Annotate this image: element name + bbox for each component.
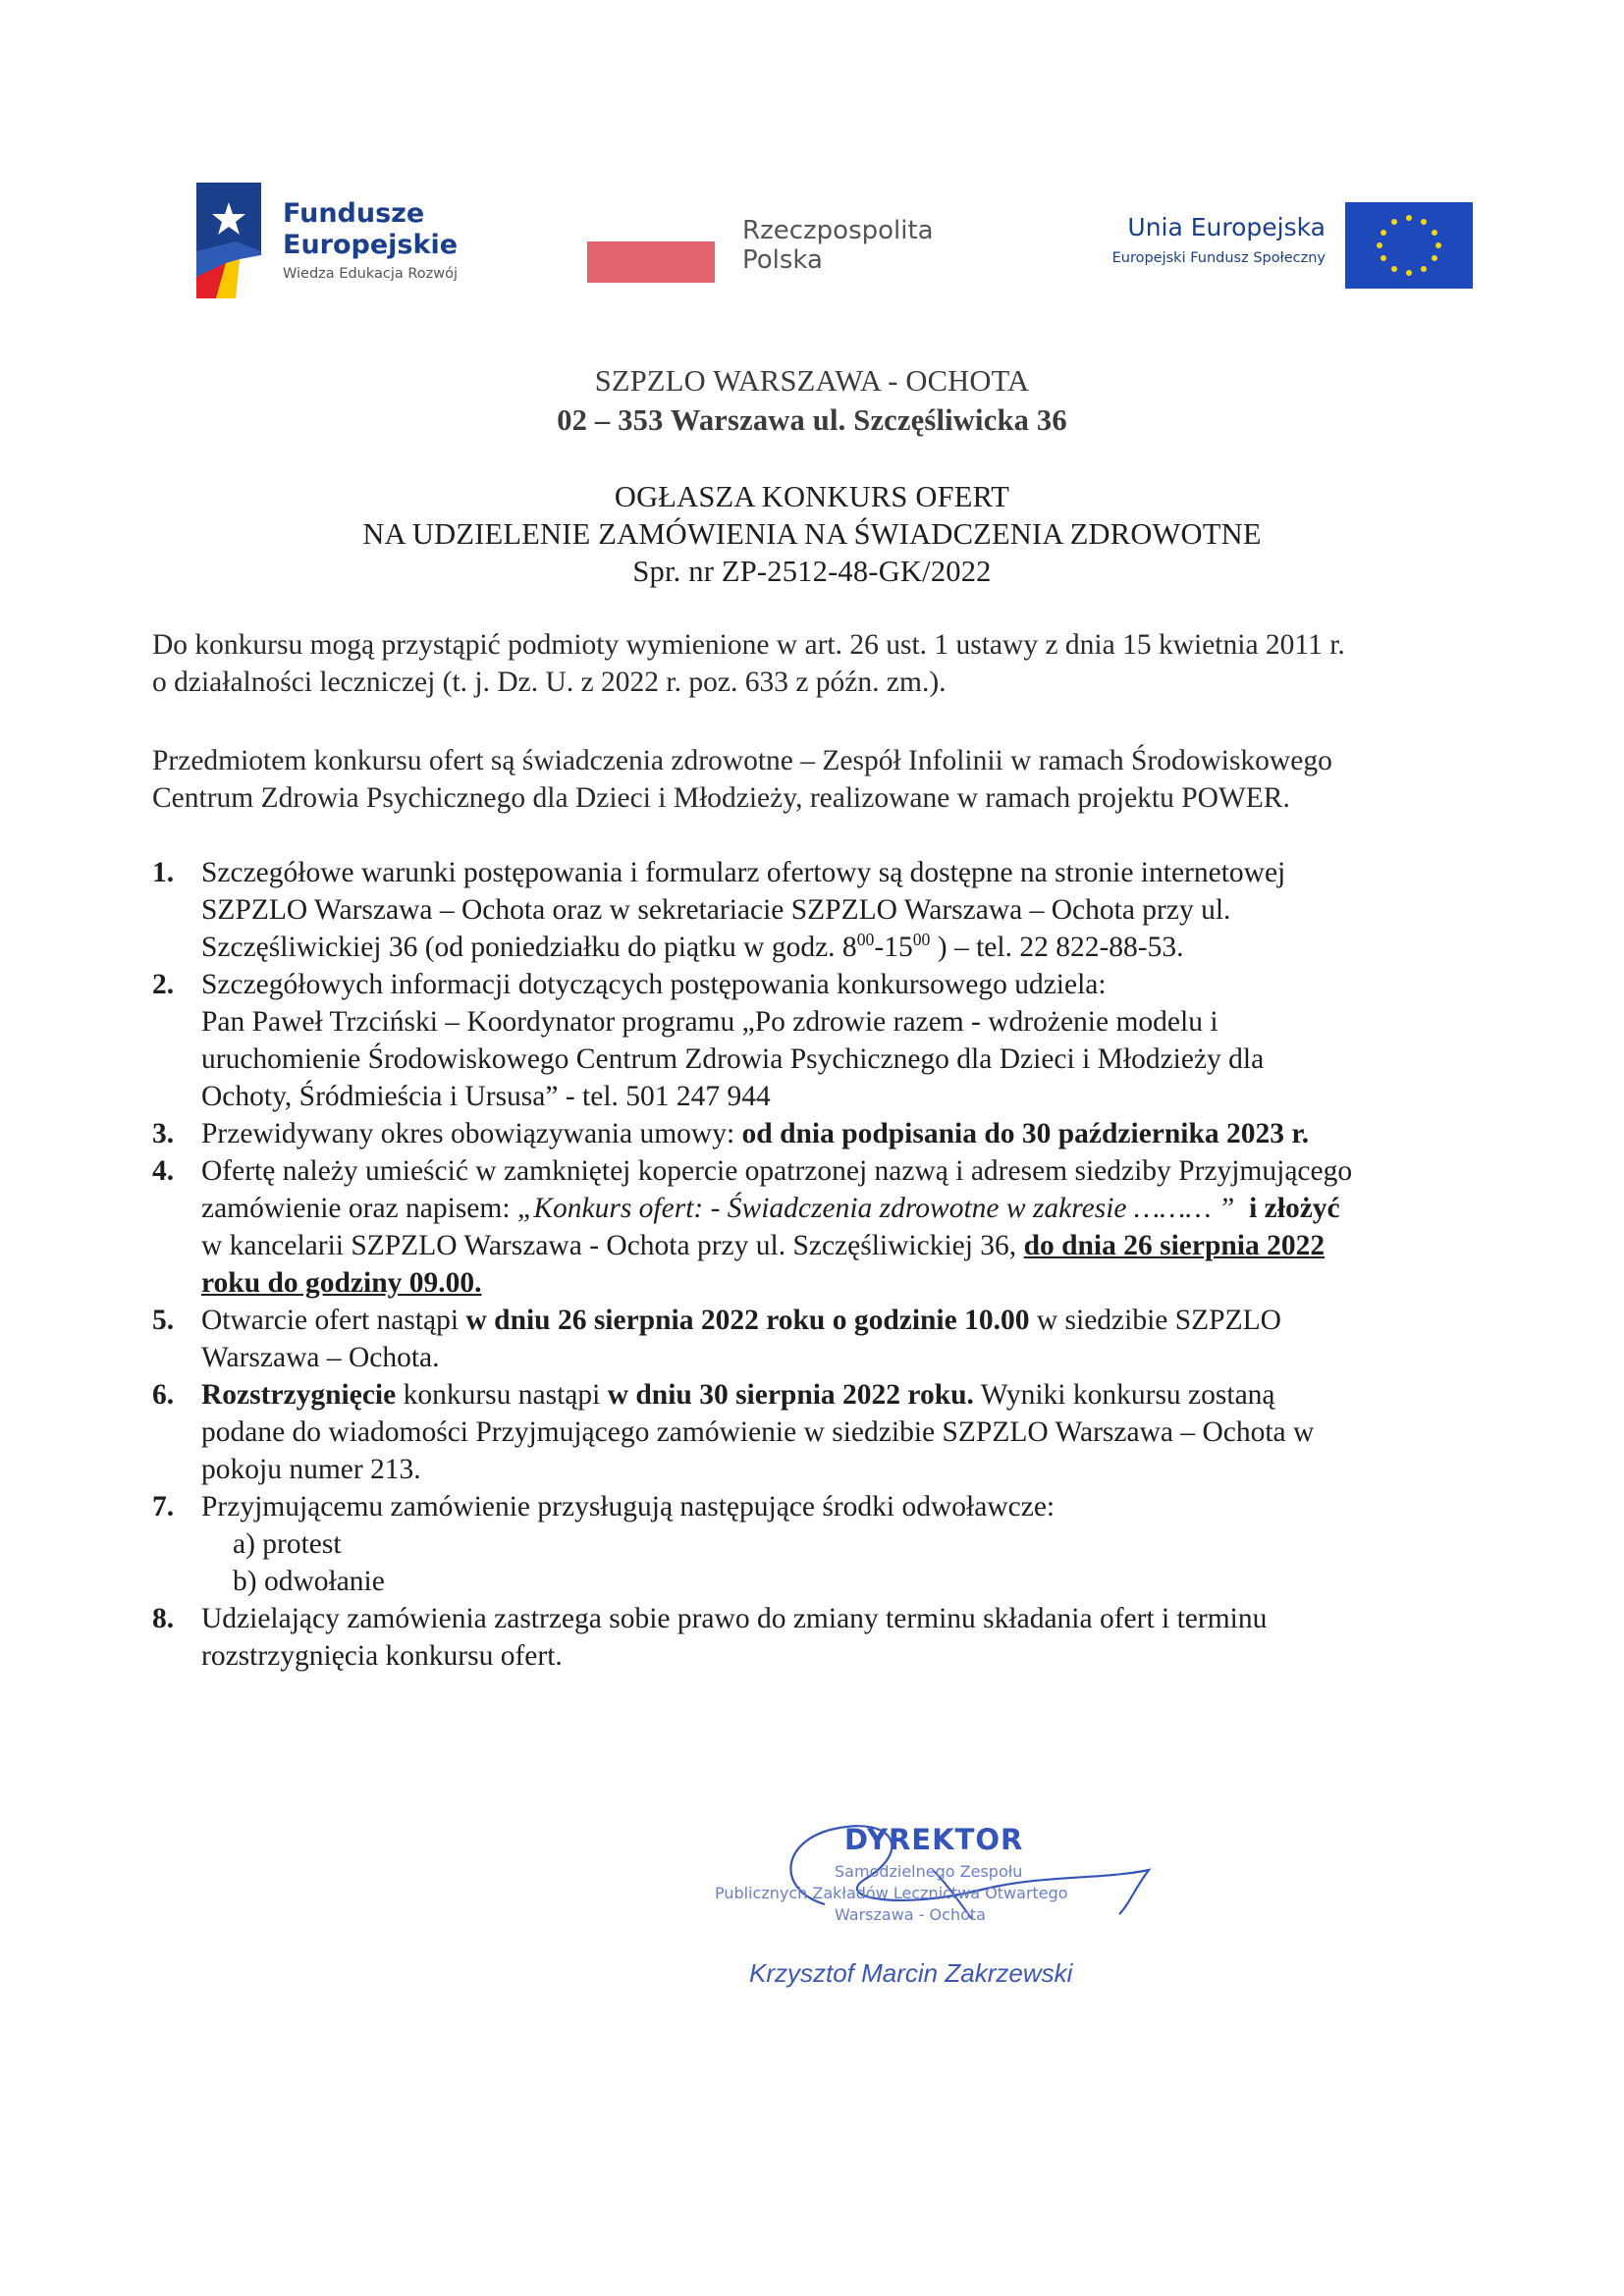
item7-option-appeal: b) odwołanie bbox=[233, 1566, 385, 1597]
fundusze-logo-line1: Fundusze bbox=[283, 198, 425, 229]
item4-deadline-date: do dnia 26 sierpnia 2022 bbox=[1023, 1230, 1326, 1261]
item-number: 7. bbox=[152, 1491, 175, 1522]
item6-resolution: Rozstrzygnięcie bbox=[201, 1379, 397, 1411]
item7-line1: Przyjmującemu zamówienie przysługują następujące środki odwoławcze: bbox=[201, 1491, 1056, 1522]
item5-line1 bbox=[201, 1302, 1507, 1339]
item4-text: zamówienie oraz napisem: bbox=[201, 1193, 517, 1224]
item3-line1 bbox=[201, 1115, 1507, 1152]
item1-line3 bbox=[201, 929, 1507, 966]
item1-sup-start: 00 bbox=[856, 930, 875, 950]
item4-line1: Ofertę należy umieścić w zamkniętej kopercie opatrzonej nazwą i adresem siedziby Przyjmującego bbox=[201, 1155, 1353, 1187]
item1-hours-end: -15 bbox=[874, 932, 913, 963]
fundusze-europejskie-emblem-icon bbox=[196, 183, 261, 298]
item5-place: w siedzibie SZPZLO bbox=[1029, 1305, 1281, 1336]
item5-text: Otwarcie ofert nastąpi bbox=[201, 1305, 466, 1336]
eu-flag-icon bbox=[1345, 202, 1473, 289]
organization-name: SZPZLO WARSZAWA - OCHOTA bbox=[594, 364, 1030, 398]
item5-opening-date: w dniu 26 sierpnia 2022 roku o godzinie 10.00 bbox=[465, 1305, 1030, 1336]
item2-line4: Ochoty, Śródmieścia i Ursusa” - tel. 501 247 944 bbox=[201, 1081, 771, 1112]
item2-line2: Pan Paweł Trzciński – Koordynator programu „Po zdrowie razem - wdrożenie modelu i bbox=[201, 1006, 1218, 1038]
fundusze-europejskie-logo bbox=[196, 183, 530, 298]
item-number: 5. bbox=[152, 1305, 175, 1336]
item-number: 3. bbox=[152, 1118, 175, 1149]
item1-phone: ) – tel. 22 822-88-53. bbox=[930, 932, 1184, 963]
list-item bbox=[152, 1152, 1507, 1302]
item-number: 6. bbox=[152, 1379, 175, 1411]
rp-logo-line1: Rzeczpospolita bbox=[742, 216, 934, 245]
stamp-line3: Warszawa - Ochota bbox=[835, 1905, 986, 1924]
item1-sup-end: 00 bbox=[912, 930, 931, 950]
list-item bbox=[152, 966, 1507, 1115]
item4-line3 bbox=[201, 1227, 1507, 1264]
item3-period: od dnia podpisania do 30 października 2023 r. bbox=[741, 1118, 1310, 1149]
list-item bbox=[152, 854, 1507, 966]
item-number: 1. bbox=[152, 857, 175, 888]
subject-line1: Przedmiotem konkursu ofert są świadczenia zdrowotne – Zespół Infolinii w ramach Środowiskowego bbox=[152, 745, 1332, 776]
item4-line4 bbox=[201, 1264, 1507, 1302]
item6-date: w dniu 30 sierpnia 2022 roku. bbox=[607, 1379, 974, 1411]
item6-line1 bbox=[201, 1376, 1507, 1414]
item2-line1: Szczegółowych informacji dotyczących postępowania konkursowego udziela: bbox=[201, 969, 1107, 1000]
item8-line1: Udzielający zamówienia zastrzega sobie prawo do zmiany terminu składania ofert i terminu bbox=[201, 1603, 1268, 1634]
ue-logo-line1: Unia Europejska bbox=[1127, 213, 1326, 241]
organization-address: 02 – 353 Warszawa ul. Szczęśliwicka 36 bbox=[557, 403, 1067, 437]
fundusze-logo-line2: Europejskie bbox=[283, 230, 459, 260]
item6-results: Wyniki konkursu zostaną bbox=[973, 1379, 1275, 1411]
item4-office: w kancelarii SZPZLO Warszawa - Ochota przy ul. Szczęśliwickiej 36, bbox=[201, 1230, 1024, 1261]
announcement-title: OGŁASZA KONKURS OFERT bbox=[614, 480, 1010, 513]
item6-text: konkursu nastąpi bbox=[396, 1379, 608, 1411]
item6-line3: pokoju numer 213. bbox=[201, 1454, 421, 1485]
case-number: Spr. nr ZP-2512-48-GK/2022 bbox=[632, 555, 992, 588]
item2-line3: uruchomienie Środowiskowego Centrum Zdrowia Psychicznego dla Dzieci i Młodzieży dla bbox=[201, 1043, 1265, 1075]
subject-paragraph bbox=[152, 742, 1507, 817]
stamp-line2: Publicznych Zakładów Lecznictwa Otwartego bbox=[715, 1884, 1068, 1902]
item1-hours-text: Szczęśliwickiej 36 (od poniedziałku do piątku w godz. 8 bbox=[201, 932, 857, 963]
item-number: 2. bbox=[152, 969, 175, 1000]
polish-flag-icon bbox=[587, 241, 715, 283]
list-item bbox=[152, 1488, 1507, 1600]
eligibility-line2: o działalności leczniczej (t. j. Dz. U. z 2022 r. poz. 633 z późn. zm.). bbox=[152, 667, 947, 698]
unia-europejska-logo bbox=[1041, 202, 1473, 291]
eligibility-line1: Do konkursu mogą przystąpić podmioty wymienione w art. 26 ust. 1 ustawy z dnia 15 kwietnia 2011 r. bbox=[152, 629, 1345, 661]
rzeczpospolita-polska-logo bbox=[587, 212, 980, 291]
item-number: 8. bbox=[152, 1603, 175, 1634]
list-item bbox=[152, 1302, 1507, 1376]
announcement-subtitle: NA UDZIELENIE ZAMÓWIENIA NA ŚWIADCZENIA ZDROWOTNE bbox=[362, 517, 1262, 551]
item4-deadline-time: roku do godziny 09.00. bbox=[201, 1267, 482, 1299]
eligibility-paragraph bbox=[152, 626, 1507, 701]
director-name: Krzysztof Marcin Zakrzewski bbox=[749, 1958, 1073, 1988]
item1-line1: Szczegółowe warunki postępowania i formularz ofertowy są dostępne na stronie internetowej bbox=[201, 857, 1286, 888]
list-item bbox=[152, 1600, 1507, 1675]
rp-logo-line2: Polska bbox=[742, 245, 823, 275]
list-item bbox=[152, 1376, 1507, 1488]
item8-line2: rozstrzygnięcia konkursu ofert. bbox=[201, 1640, 563, 1672]
stamp-title: DYREKTOR bbox=[844, 1823, 1024, 1856]
stamp-line1: Samodzielnego Zespołu bbox=[835, 1862, 1023, 1881]
fundusze-logo-tagline: Wiedza Edukacja Rozwój bbox=[283, 266, 459, 282]
ue-logo-line2: Europejski Fundusz Społeczny bbox=[1111, 250, 1326, 266]
item4-line2 bbox=[201, 1190, 1507, 1227]
item5-line2: Warszawa – Ochota. bbox=[201, 1342, 440, 1373]
item3-text: Przewidywany okres obowiązywania umowy: bbox=[201, 1118, 742, 1149]
item4-envelope-label: „Konkurs ofert: - Świadczenia zdrowotne w zakresie ……… ” bbox=[516, 1193, 1235, 1224]
item7-option-protest: a) protest bbox=[233, 1528, 342, 1560]
subject-line2: Centrum Zdrowia Psychicznego dla Dzieci i Młodzieży, realizowane w ramach projektu POWER. bbox=[152, 782, 1290, 814]
list-item bbox=[152, 1115, 1507, 1152]
conditions-list bbox=[152, 854, 1507, 1675]
director-stamp bbox=[687, 1811, 1178, 1998]
item4-submit: i złożyć bbox=[1249, 1193, 1340, 1224]
item-number: 4. bbox=[152, 1155, 175, 1187]
item1-line2: SZPZLO Warszawa – Ochota oraz w sekretariacie SZPZLO Warszawa – Ochota przy ul. bbox=[201, 894, 1231, 926]
item6-line2: podane do wiadomości Przyjmującego zamówienie w siedzibie SZPZLO Warszawa – Ochota w bbox=[201, 1416, 1315, 1448]
